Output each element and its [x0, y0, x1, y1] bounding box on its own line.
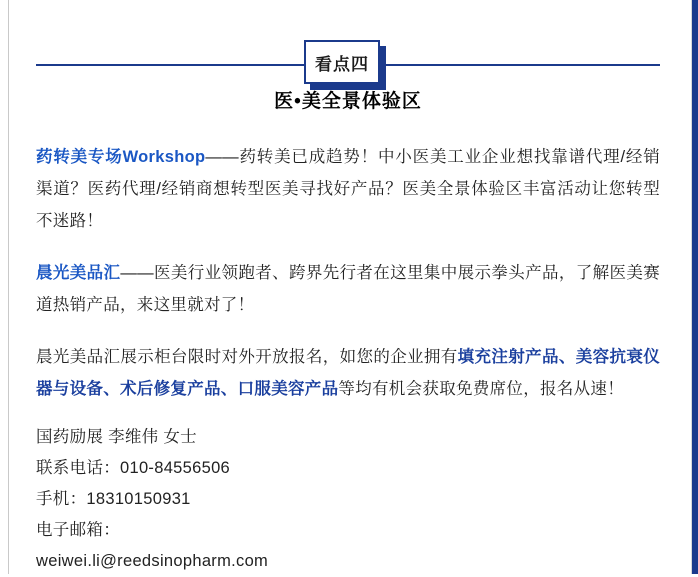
- paragraph-workshop-text: ——药转美已成趋势！中小医美工业企业想找靠谱代理/经销渠道？医药代理/经销商想转型医美寻找好产品？医美全景体验区丰富活动让您转型不迷路！: [36, 148, 660, 230]
- contact-email-value: weiwei.li@reedsinopharm.com: [36, 551, 269, 570]
- page-title: 医•美全景体验区: [274, 91, 422, 112]
- paragraph-chenguang: [36, 257, 660, 321]
- paragraph-workshop: [36, 141, 660, 237]
- contact-block: [36, 422, 660, 577]
- right-accent-bar: [692, 0, 698, 574]
- right-border-rule: [691, 0, 692, 574]
- document-content: [36, 0, 660, 577]
- registration-highlight: 填充注射产品、美容抗衰仪器与设备、术后修复产品、口服美容产品: [36, 348, 661, 398]
- registration-prefix: 晨光美品汇展示柜台限时对外开放报名，如您的企业拥有: [36, 348, 458, 366]
- paragraph-registration: [36, 341, 660, 405]
- contact-mobile: 手机：18310150931: [36, 489, 191, 508]
- paragraph-workshop-lead: 药转美专场Workshop: [36, 148, 206, 166]
- contact-email-label: 电子邮箱：: [36, 520, 120, 539]
- paragraph-chenguang-lead: 晨光美品汇: [36, 264, 121, 282]
- section-badge: 看点四: [304, 40, 380, 84]
- left-border-rule: [8, 0, 9, 574]
- contact-phone: 联系电话：010-84556506: [36, 458, 231, 477]
- section-header: [36, 0, 660, 86]
- paragraph-chenguang-text: ——医美行业领跑者、跨界先行者在这里集中展示拳头产品，了解医美赛道热销产品，来这里就对了！: [36, 264, 660, 314]
- registration-suffix: 等均有机会获取免费席位，报名从速！: [338, 380, 625, 398]
- contact-person: 国药励展 李维伟 女士: [36, 427, 197, 446]
